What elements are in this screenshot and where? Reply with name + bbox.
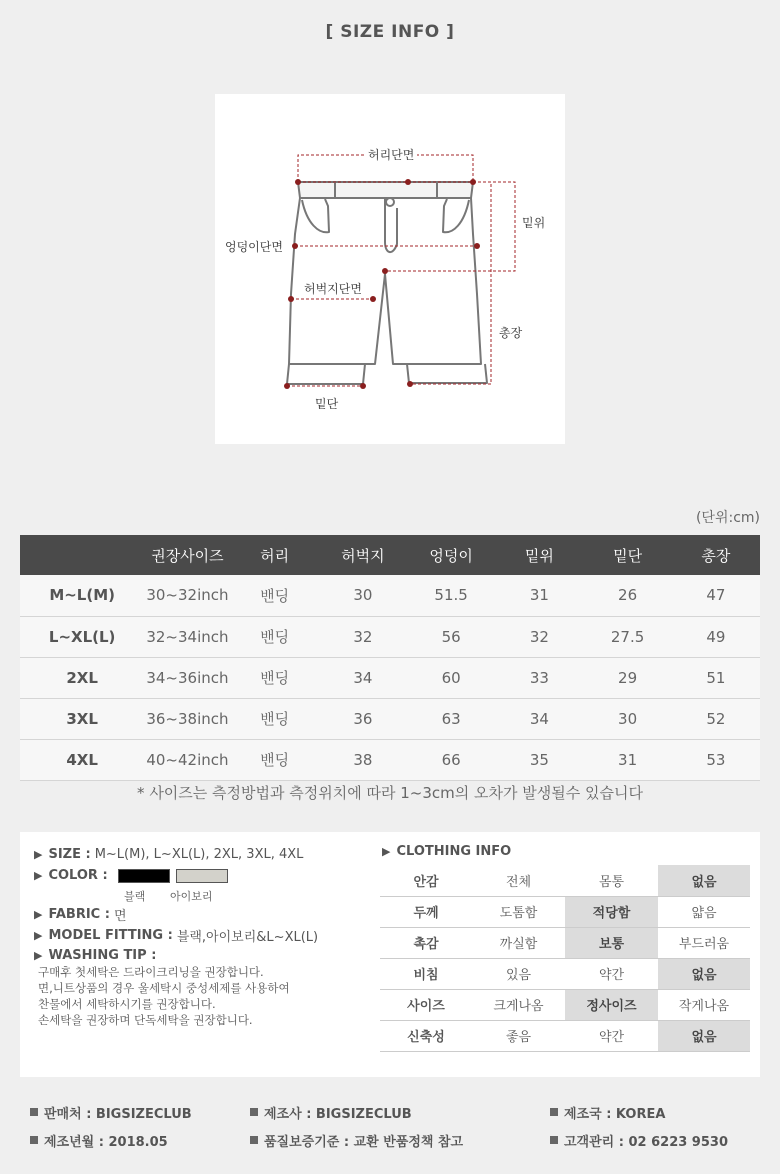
table-cell: 36~38inch [144,698,230,739]
attribute-label: 두께 [380,896,472,927]
table-cell: 56 [407,616,495,657]
square-bullet-icon [550,1108,558,1116]
attribute-option: 크게나옴 [472,989,565,1020]
clothing-row-stretch [380,1020,750,1051]
table-cell: 52 [672,698,760,739]
size-table-header [20,535,760,575]
table-cell: 27.5 [583,616,671,657]
header-cell: 허리 [231,535,319,575]
header-cell: 엉덩이 [407,535,495,575]
footer-info [30,1098,760,1154]
square-bullet-icon [550,1136,558,1144]
clothing-row-thickness [380,896,750,927]
table-cell: 47 [672,575,760,616]
color-captions [34,886,318,904]
table-cell: 32 [495,616,583,657]
color-name-black: 블랙 [124,890,146,903]
table-cell: 30 [583,698,671,739]
table-cell: 66 [407,739,495,780]
table-row [20,575,760,616]
size-table [20,535,760,781]
color-swatch-ivory [176,869,228,883]
table-row [20,698,760,739]
attribute-option-selected: 없음 [658,1020,750,1051]
maker-info [250,1103,550,1122]
washing-instructions [34,964,318,1028]
waist-measure-label: 허리단면 [365,146,417,163]
table-cell: 38 [319,739,407,780]
washing-tip-row [34,946,318,964]
washing-line: 찬물에서 세탁하시기를 권장합니다. [38,997,216,1011]
footer-row [30,1098,760,1126]
table-cell: 밴딩 [231,739,319,780]
washing-line: 면,니트상품의 경우 울세탁시 중성세제를 사용하여 [38,981,290,995]
attribute-option-selected: 보통 [565,927,658,958]
table-cell: 60 [407,657,495,698]
fabric-value: 면 [113,909,127,924]
footer-row [30,1126,760,1154]
page-title: [ SIZE INFO ] [325,22,455,42]
clothing-row-sheerness [380,958,750,989]
table-cell: 34 [495,698,583,739]
table-cell: 밴딩 [231,616,319,657]
unit-label: (단위:cm) [695,510,760,526]
table-cell: 밴딩 [231,575,319,616]
table-cell: 29 [583,657,671,698]
attribute-label: 비침 [380,958,472,989]
triangle-bullet-icon: ▶ [34,948,43,962]
triangle-bullet-icon: ▶ [34,908,43,921]
contact-info [550,1131,728,1150]
attribute-option: 약간 [565,958,658,989]
date-info [30,1131,250,1150]
attribute-label: 안감 [380,865,472,896]
date-text: 제조년월 : 2018.05 [44,1134,168,1150]
attribute-option: 얇음 [658,896,750,927]
color-swatch-black [118,869,170,883]
table-cell: 34 [319,657,407,698]
square-bullet-icon [30,1136,38,1144]
header-cell: 밑위 [495,535,583,575]
table-cell: 32 [319,616,407,657]
attribute-option-selected: 없음 [658,958,750,989]
fabric-label: FABRIC : [48,907,110,922]
clothing-info-heading [382,844,511,859]
attribute-option: 도톰함 [472,896,565,927]
pants-measurement-diagram [215,94,565,444]
table-row [20,616,760,657]
size-cell: M~L(M) [20,575,144,616]
table-cell: 35 [495,739,583,780]
size-cell: 2XL [20,657,144,698]
table-row [20,739,760,780]
size-label: SIZE : [48,847,91,862]
attribute-option: 작게나옴 [658,989,750,1020]
attribute-label: 사이즈 [380,989,472,1020]
washing-line: 구매후 첫세탁은 드라이크리닝을 권장합니다. [38,965,264,979]
table-cell: 31 [495,575,583,616]
table-cell: 32~34inch [144,616,230,657]
table-cell: 36 [319,698,407,739]
product-details [34,844,318,1028]
attribute-label: 신축성 [380,1020,472,1051]
color-name-ivory: 아이보리 [170,890,213,903]
model-fitting-value: 블랙,아이보리&L~XL(L) [176,930,319,945]
size-cell: 3XL [20,698,144,739]
attribute-option: 좋음 [472,1020,565,1051]
triangle-bullet-icon: ▶ [382,845,391,858]
quality-text: 품질보증기준 : 교환 반품정책 참고 [264,1134,464,1150]
length-measure-label: 총장 [499,326,523,340]
clothing-info-table [380,865,750,1052]
size-value: M~L(M), L~XL(L), 2XL, 3XL, 4XL [94,847,304,862]
color-label: COLOR : [48,868,108,883]
country-info [550,1103,665,1122]
rise-measure-label: 밑위 [522,216,546,230]
hip-measure-label: 엉덩이단면 [225,240,283,254]
triangle-bullet-icon: ▶ [34,848,43,861]
maker-text: 제조사 : BIGSIZECLUB [264,1106,412,1122]
hem-measure-label: 밑단 [315,397,339,411]
contact-text: 고객관리 : 02 6223 9530 [564,1134,728,1150]
attribute-option: 몸통 [565,865,658,896]
table-cell: 밴딩 [231,657,319,698]
washing-tip-label: WASHING TIP : [48,947,157,963]
header-cell: 허벅지 [319,535,407,575]
size-cell: L~XL(L) [20,616,144,657]
clothing-row-lining [380,865,750,896]
header-cell [20,535,144,575]
table-cell: 34~36inch [144,657,230,698]
table-cell: 49 [672,616,760,657]
thigh-measure-label: 허벅지단면 [304,282,362,296]
size-disclaimer: * 사이즈는 측정방법과 측정위치에 따라 1~3cm의 오차가 발생될수 있습니다 [137,784,643,802]
attribute-option-selected: 없음 [658,865,750,896]
model-fitting-row [34,925,318,946]
clothing-info-title: CLOTHING INFO [396,844,512,859]
attribute-label: 촉감 [380,927,472,958]
header-cell: 밑단 [583,535,671,575]
washing-line: 손세탁을 권장하며 단독세탁을 권장합니다. [38,1013,253,1027]
seller-info [30,1103,250,1122]
table-cell: 26 [583,575,671,616]
table-cell: 40~42inch [144,739,230,780]
product-info-panel [20,832,760,1077]
attribute-option: 까실함 [472,927,565,958]
square-bullet-icon [250,1108,258,1116]
table-cell: 30~32inch [144,575,230,616]
header-cell: 권장사이즈 [144,535,230,575]
triangle-bullet-icon: ▶ [34,869,43,882]
attribute-option: 있음 [472,958,565,989]
attribute-option: 약간 [565,1020,658,1051]
fabric-row [34,904,318,925]
color-row [34,865,318,886]
attribute-option-selected: 적당함 [565,896,658,927]
attribute-option: 전체 [472,865,565,896]
table-cell: 30 [319,575,407,616]
table-cell: 밴딩 [231,698,319,739]
model-fitting-label: MODEL FITTING : [48,928,173,943]
seller-text: 판매처 : BIGSIZECLUB [44,1106,192,1122]
size-row [34,844,318,865]
size-cell: 4XL [20,739,144,780]
table-cell: 53 [672,739,760,780]
square-bullet-icon [30,1108,38,1116]
square-bullet-icon [250,1136,258,1144]
country-text: 제조국 : KOREA [564,1106,666,1122]
header-cell: 총장 [672,535,760,575]
quality-info [250,1131,550,1150]
clothing-row-fit [380,989,750,1020]
table-cell: 51.5 [407,575,495,616]
clothing-row-texture [380,927,750,958]
attribute-option-selected: 정사이즈 [565,989,658,1020]
table-row [20,657,760,698]
table-cell: 51 [672,657,760,698]
table-cell: 63 [407,698,495,739]
attribute-option: 부드러움 [658,927,750,958]
table-cell: 33 [495,657,583,698]
triangle-bullet-icon: ▶ [34,929,43,942]
table-cell: 31 [583,739,671,780]
